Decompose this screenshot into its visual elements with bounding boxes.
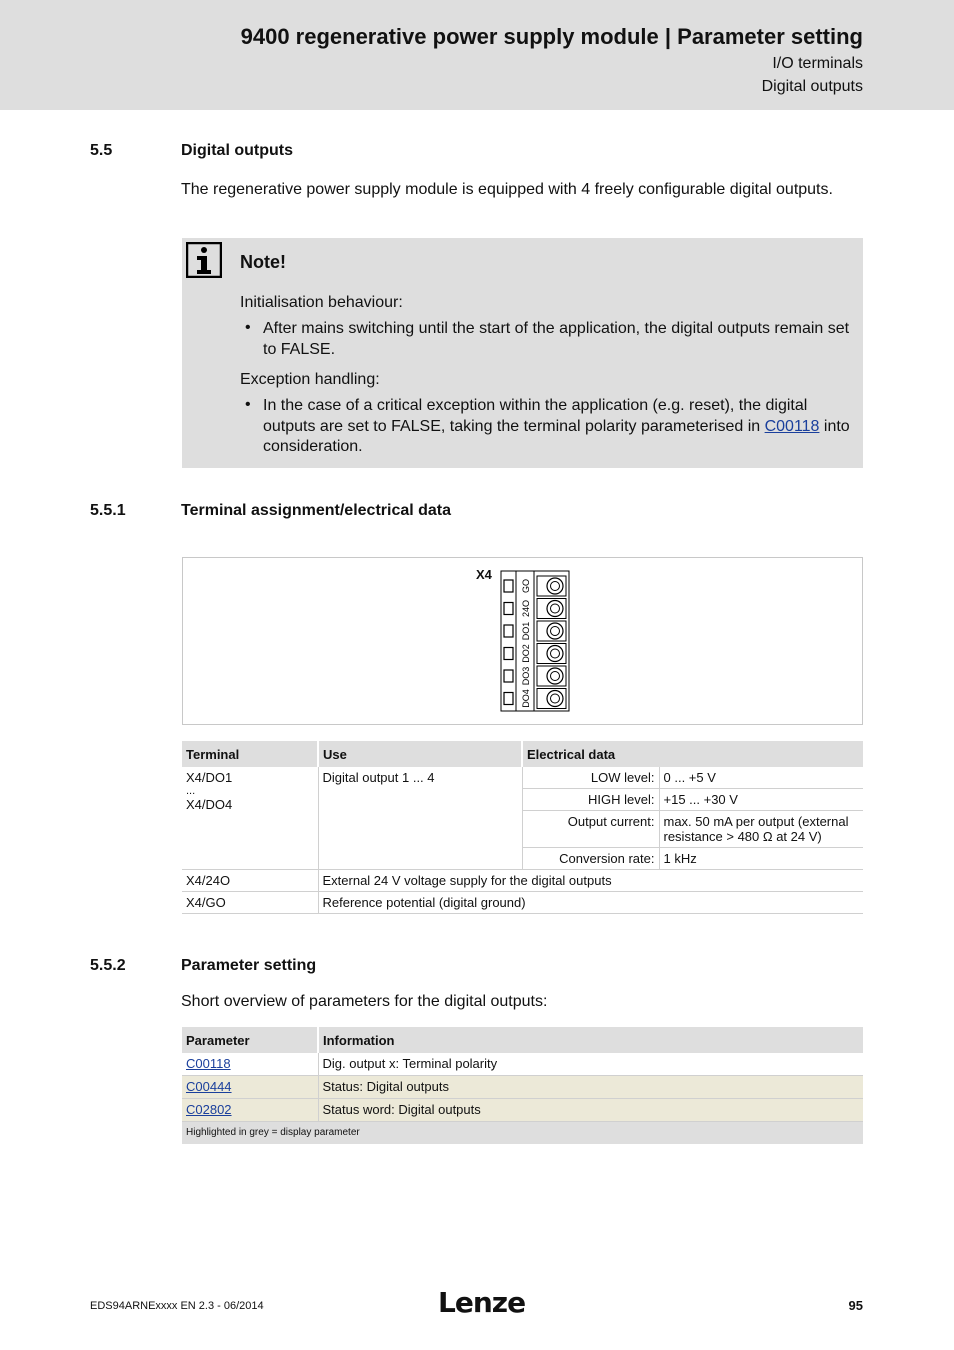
page-title: 9400 regenerative power supply module | Parameter setting [240, 24, 863, 49]
terminal-latch [504, 625, 513, 637]
pin-label: DO4 [521, 689, 531, 708]
note-exception-bullet [263, 396, 853, 458]
note-init-bullet: After mains switching until the start of the application, the digital outputs remain set to FALSE. [263, 320, 850, 358]
terminal-screw [547, 601, 563, 617]
table-row [182, 892, 863, 914]
terminal-cell [182, 767, 318, 870]
terminal-cell: X4/24O [182, 870, 318, 892]
note-title: Note! [240, 252, 286, 272]
table-row [182, 1099, 863, 1122]
terminal-screw [547, 668, 563, 684]
param-code-cell [182, 1076, 318, 1099]
c02802-link[interactable]: C02802 [186, 1102, 232, 1117]
section-title: Terminal assignment/electrical data [181, 502, 452, 519]
terminal-cell: X4/GO [182, 892, 318, 914]
terminal-last: X4/DO4 [186, 797, 233, 812]
note-exception-heading: Exception handling: [240, 371, 380, 388]
document-id: EDS94ARNExxxx EN 2.3 - 06/2014 [90, 1300, 264, 1312]
section-title: Parameter setting [181, 957, 317, 974]
terminal-latch [504, 648, 513, 660]
param-code-cell [182, 1099, 318, 1122]
header-chapter: I/O terminals [772, 55, 863, 72]
connector-label: X4 [476, 567, 492, 582]
col-header-parameter: Parameter [182, 1027, 318, 1053]
param-info-cell: Dig. output x: Terminal polarity [318, 1053, 863, 1076]
param-info-cell: Status word: Digital outputs [318, 1099, 863, 1122]
low-level-label: LOW level: [522, 767, 659, 789]
col-header-electrical: Electrical data [522, 741, 863, 767]
table-row [182, 1076, 863, 1099]
terminal-latch [504, 693, 513, 705]
table-footnote: Highlighted in grey = display parameter [182, 1122, 863, 1145]
output-current-value: max. 50 mA per output (external resistance > 480 Ω at 24 V) [659, 811, 863, 848]
section-number: 5.5 [90, 142, 113, 159]
conversion-rate-value: 1 kHz [659, 848, 863, 870]
note-box [182, 238, 863, 468]
terminal-figure [182, 557, 863, 725]
terminal-screw [547, 578, 563, 594]
header-section: Digital outputs [761, 78, 863, 95]
pin-label: DO2 [521, 644, 531, 663]
table-row [182, 767, 863, 789]
note-init-heading: Initialisation behaviour: [240, 294, 403, 311]
conversion-rate-label: Conversion rate: [522, 848, 659, 870]
param-intro: Short overview of parameters for the digital outputs: [181, 993, 548, 1010]
note-exception-text-end: into consideration. [263, 417, 850, 455]
c00118-link[interactable]: C00118 [764, 417, 820, 435]
note-bullet-marker: • [245, 396, 251, 413]
c00118-link[interactable]: C00118 [186, 1056, 231, 1071]
terminal-screw [547, 691, 563, 707]
use-cell: External 24 V voltage supply for the digital outputs [318, 870, 863, 892]
terminal-screw [547, 646, 563, 662]
pin-label: DO3 [521, 666, 531, 686]
pin-label: GO [521, 578, 531, 594]
section-number: 5.5.1 [90, 502, 126, 519]
lenze-logo: Lenze [438, 1286, 526, 1319]
param-code-cell [182, 1053, 318, 1076]
terminal-ellipsis: ... [186, 785, 196, 797]
col-header-use: Use [318, 741, 522, 767]
page-number: 95 [848, 1298, 863, 1313]
terminal-latch [504, 580, 513, 592]
intro-paragraph: The regenerative power supply module is equipped with 4 freely configurable digital outputs. [181, 181, 833, 198]
low-level-value: 0 ... +5 V [659, 767, 863, 789]
pin-label: 24O [521, 599, 531, 618]
table-header-row [182, 1027, 863, 1053]
terminal-first: X4/DO1 [186, 770, 233, 785]
output-current-label: Output current: [522, 811, 659, 848]
high-level-label: HIGH level: [522, 789, 659, 811]
info-icon [186, 242, 222, 278]
table-row [182, 870, 863, 892]
terminal-latch [504, 670, 513, 682]
terminal-data-table [182, 741, 863, 914]
section-title: Digital outputs [181, 142, 293, 159]
table-header-row [182, 741, 863, 767]
param-info-cell: Status: Digital outputs [318, 1076, 863, 1099]
page-header [0, 0, 954, 110]
col-header-information: Information [318, 1027, 863, 1053]
high-level-value: +15 ... +30 V [659, 789, 863, 811]
terminal-latch [504, 603, 513, 615]
note-bullet-marker: • [245, 319, 251, 336]
c00444-link[interactable]: C00444 [186, 1079, 232, 1094]
terminal-screw [547, 623, 563, 639]
parameter-table [182, 1027, 863, 1144]
use-cell: Digital output 1 ... 4 [318, 767, 522, 870]
table-row [182, 1053, 863, 1076]
section-number: 5.5.2 [90, 957, 126, 974]
pin-label: DO1 [521, 621, 531, 641]
col-header-terminal: Terminal [182, 741, 318, 767]
table-footnote-row [182, 1122, 863, 1145]
x4-connector-diagram [500, 570, 570, 712]
note-exception-text: In the case of a critical exception within the application (e.g. reset), the digital outputs are set to FALSE, taking the terminal polarity parameterised in [263, 397, 808, 435]
use-cell: Reference potential (digital ground) [318, 892, 863, 914]
